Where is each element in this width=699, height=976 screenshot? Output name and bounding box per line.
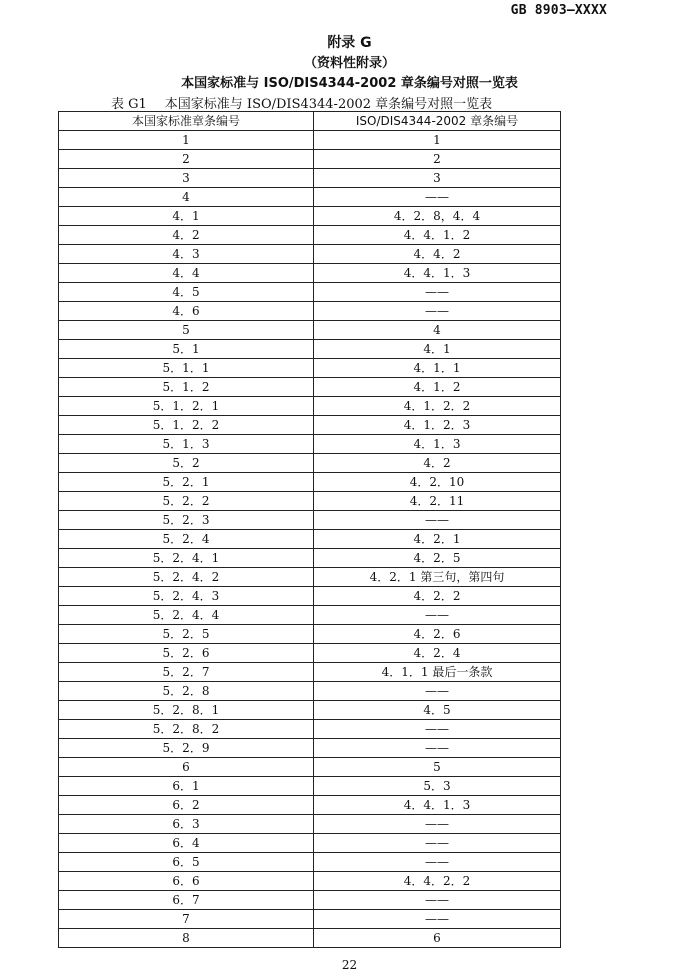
iso-clause-cell: 4．1．1 <box>314 359 561 378</box>
national-clause-cell: 5 <box>59 321 314 340</box>
appendix-subtitle: 本国家标准与 ISO/DIS4344-2002 章条编号对照一览表 <box>181 76 518 91</box>
iso-clause-cell: —— <box>314 853 561 872</box>
national-clause-cell: 5．2．4．4 <box>59 606 314 625</box>
iso-clause-cell: —— <box>314 815 561 834</box>
iso-clause-cell: —— <box>314 682 561 701</box>
iso-clause-cell: 1 <box>314 131 561 150</box>
iso-clause-cell: —— <box>314 834 561 853</box>
table-row <box>59 207 561 226</box>
table-row <box>59 777 561 796</box>
iso-clause-cell: 4．1．2．2 <box>314 397 561 416</box>
table-row <box>59 131 561 150</box>
table-row <box>59 473 561 492</box>
iso-clause-cell: 4．5 <box>314 701 561 720</box>
iso-clause-cell: 4．2．11 <box>314 492 561 511</box>
table-row <box>59 169 561 188</box>
national-clause-cell: 5．2．4．2 <box>59 568 314 587</box>
table-row <box>59 530 561 549</box>
national-clause-cell: 5．2．6 <box>59 644 314 663</box>
national-clause-cell: 5．2．2 <box>59 492 314 511</box>
standard-code: GB 8903—XXXX <box>510 3 607 18</box>
table-row <box>59 815 561 834</box>
header-iso-clause: ISO/DIS4344-2002 章条编号 <box>314 112 561 131</box>
iso-clause-cell: —— <box>314 511 561 530</box>
national-clause-cell: 6．6 <box>59 872 314 891</box>
iso-clause-cell: 4．2．1 <box>314 530 561 549</box>
national-clause-cell: 5．2．9 <box>59 739 314 758</box>
table-row <box>59 663 561 682</box>
national-clause-cell: 5．1．2 <box>59 378 314 397</box>
national-clause-cell: 5．1．2．1 <box>59 397 314 416</box>
national-clause-cell: 6．1 <box>59 777 314 796</box>
national-clause-cell: 5．1．2．2 <box>59 416 314 435</box>
iso-clause-cell: 4 <box>314 321 561 340</box>
table-row <box>59 720 561 739</box>
national-clause-cell: 5．2．5 <box>59 625 314 644</box>
national-clause-cell: 6．5 <box>59 853 314 872</box>
national-clause-cell: 5．2．7 <box>59 663 314 682</box>
table-row <box>59 739 561 758</box>
table-row <box>59 587 561 606</box>
national-clause-cell: 5．2．8．2 <box>59 720 314 739</box>
table-row <box>59 283 561 302</box>
iso-clause-cell: 4．4．1．2 <box>314 226 561 245</box>
national-clause-cell: 5．2．4．1 <box>59 549 314 568</box>
table-row <box>59 150 561 169</box>
table-row <box>59 682 561 701</box>
table-row <box>59 511 561 530</box>
iso-clause-cell: 4．4．1．3 <box>314 796 561 815</box>
table-row <box>59 359 561 378</box>
national-clause-cell: 5．2．8 <box>59 682 314 701</box>
table-caption-number: 表 G1 <box>111 97 147 112</box>
table-row <box>59 606 561 625</box>
iso-clause-cell: 4．2．6 <box>314 625 561 644</box>
national-clause-cell: 3 <box>59 169 314 188</box>
national-clause-cell: 4．1 <box>59 207 314 226</box>
table-row <box>59 568 561 587</box>
iso-clause-cell: —— <box>314 302 561 321</box>
iso-clause-cell: 4．2．8，4．4 <box>314 207 561 226</box>
table-row <box>59 929 561 948</box>
iso-clause-cell: —— <box>314 188 561 207</box>
national-clause-cell: 6．4 <box>59 834 314 853</box>
iso-clause-cell: 5 <box>314 758 561 777</box>
national-clause-cell: 4．5 <box>59 283 314 302</box>
page-number: 22 <box>341 958 358 972</box>
table-row <box>59 796 561 815</box>
iso-clause-cell: 4．2．2 <box>314 587 561 606</box>
iso-clause-cell: 4．1．1 最后一条款 <box>314 663 561 682</box>
iso-clause-cell: 4．4．1．3 <box>314 264 561 283</box>
table-row <box>59 492 561 511</box>
national-clause-cell: 7 <box>59 910 314 929</box>
table-row <box>59 378 561 397</box>
national-clause-cell: 5．2．1 <box>59 473 314 492</box>
table-row <box>59 435 561 454</box>
table-row <box>59 910 561 929</box>
iso-clause-cell: 2 <box>314 150 561 169</box>
table-row <box>59 758 561 777</box>
iso-clause-cell: 5．3 <box>314 777 561 796</box>
national-clause-cell: 5．1．1 <box>59 359 314 378</box>
iso-clause-cell: 4．2 <box>314 454 561 473</box>
table-row <box>59 245 561 264</box>
iso-clause-cell: —— <box>314 891 561 910</box>
iso-clause-cell: —— <box>314 910 561 929</box>
national-clause-cell: 8 <box>59 929 314 948</box>
iso-clause-cell: 4．4．2 <box>314 245 561 264</box>
iso-clause-cell: 4．2．1 第三句，第四句 <box>314 568 561 587</box>
table-row <box>59 397 561 416</box>
iso-clause-cell: —— <box>314 720 561 739</box>
table-row <box>59 872 561 891</box>
iso-clause-cell: 4．2．5 <box>314 549 561 568</box>
national-clause-cell: 6 <box>59 758 314 777</box>
iso-clause-cell: 6 <box>314 929 561 948</box>
iso-clause-cell: 4．1．2 <box>314 378 561 397</box>
national-clause-cell: 2 <box>59 150 314 169</box>
table-row <box>59 701 561 720</box>
national-clause-cell: 4．4 <box>59 264 314 283</box>
table-row <box>59 549 561 568</box>
table-row <box>59 853 561 872</box>
national-clause-cell: 4．2 <box>59 226 314 245</box>
appendix-title: 附录 G <box>327 35 372 51</box>
iso-clause-cell: 4．4．2．2 <box>314 872 561 891</box>
table-row <box>59 416 561 435</box>
appendix-nature: （资料性附录） <box>303 56 395 71</box>
national-clause-cell: 5．2．4 <box>59 530 314 549</box>
clause-mapping-table <box>58 111 561 948</box>
table-row <box>59 264 561 283</box>
table-caption <box>111 93 492 112</box>
national-clause-cell: 6．7 <box>59 891 314 910</box>
iso-clause-cell: —— <box>314 739 561 758</box>
table-row <box>59 226 561 245</box>
national-clause-cell: 5．1．3 <box>59 435 314 454</box>
table-header-row <box>59 112 561 131</box>
iso-clause-cell: —— <box>314 606 561 625</box>
iso-clause-cell: 3 <box>314 169 561 188</box>
iso-clause-cell: 4．2．10 <box>314 473 561 492</box>
table-row <box>59 834 561 853</box>
table-row <box>59 321 561 340</box>
national-clause-cell: 6．3 <box>59 815 314 834</box>
national-clause-cell: 4 <box>59 188 314 207</box>
table-caption-text: 本国家标准与 ISO/DIS4344-2002 章条编号对照一览表 <box>164 97 493 112</box>
table-row <box>59 454 561 473</box>
national-clause-cell: 5．2 <box>59 454 314 473</box>
header-national-clause: 本国家标准章条编号 <box>59 112 314 131</box>
national-clause-cell: 4．6 <box>59 302 314 321</box>
table-row <box>59 340 561 359</box>
iso-clause-cell: 4．1．2．3 <box>314 416 561 435</box>
national-clause-cell: 5．2．3 <box>59 511 314 530</box>
table-row <box>59 302 561 321</box>
national-clause-cell: 5．2．4．3 <box>59 587 314 606</box>
national-clause-cell: 5．2．8．1 <box>59 701 314 720</box>
national-clause-cell: 5．1 <box>59 340 314 359</box>
national-clause-cell: 6．2 <box>59 796 314 815</box>
iso-clause-cell: 4．2．4 <box>314 644 561 663</box>
table-row <box>59 625 561 644</box>
table-row <box>59 644 561 663</box>
iso-clause-cell: 4．1 <box>314 340 561 359</box>
national-clause-cell: 1 <box>59 131 314 150</box>
table-row <box>59 188 561 207</box>
iso-clause-cell: —— <box>314 283 561 302</box>
national-clause-cell: 4．3 <box>59 245 314 264</box>
table-row <box>59 891 561 910</box>
iso-clause-cell: 4．1．3 <box>314 435 561 454</box>
